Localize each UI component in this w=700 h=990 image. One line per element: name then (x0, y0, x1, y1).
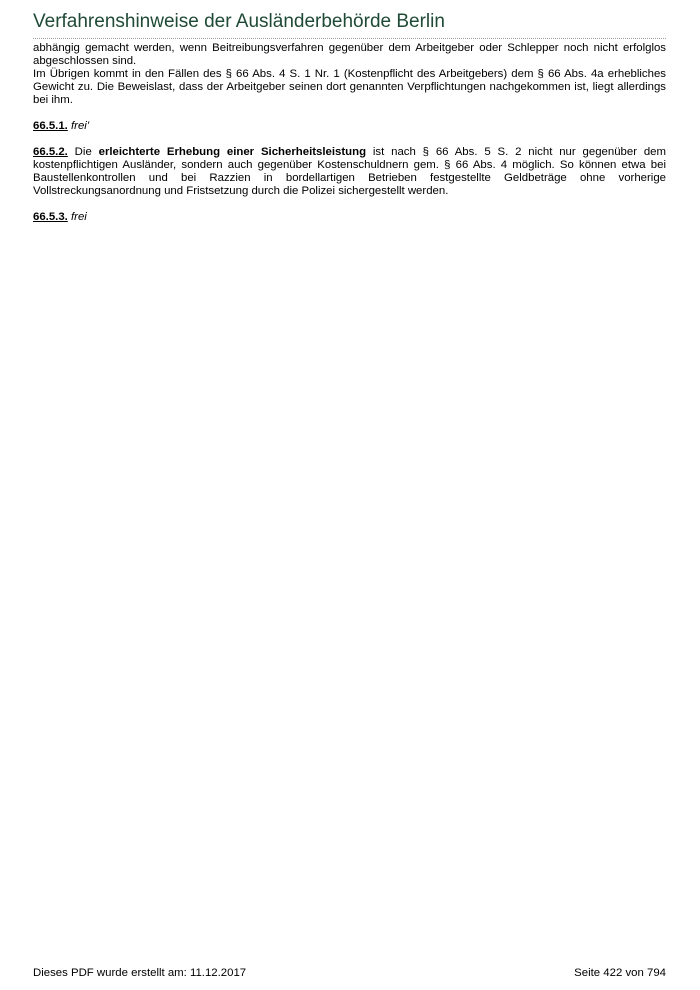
section-body-text: ist nach § 66 Abs. 5 S. 2 nicht nur gegenüber dem kostenpflichtigen Ausländer, sondern auch gegenüber Kostenschuldnern gem. § 66 Abs. 4 möglich. So können etwa bei Baustellenkontrollen und bei Razzien in bordellartigen Betrieben festgestellte Geldbeträge ohne vorherige Vollstreckungsanordnung und Fristsetzung durch die Polizei sichergestellt werden. (33, 146, 666, 197)
section-emphasis-text: erleichterte Erhebung einer Sicherheitsleistung (98, 146, 367, 158)
section-number: 66.5.3. (33, 211, 68, 223)
section-text: frei' (71, 120, 90, 132)
page-header (33, 10, 666, 39)
section-number: 66.5.2. (33, 146, 68, 158)
paragraph-burden-of-proof: Im Übrigen kommt in den Fällen des § 66 Abs. 4 S. 1 Nr. 1 (Kostenpflicht des Arbeitgebers) dem § 66 Abs. 4a erhebliches Gewicht zu. Die Beweislast, dass der Arbeitgeber seinen dort genannten Verpflichtungen nachgekommen ist, liegt allerdings bei ihm. (33, 68, 666, 106)
paragraph-continuation: abhängig gemacht werden, wenn Beitreibungsverfahren gegenüber dem Arbeitgeber oder Schlepper noch nicht erfolglos abgeschlossen sind. (33, 42, 666, 67)
section-text: frei (71, 211, 87, 223)
section-number: 66.5.1. (33, 120, 68, 132)
section-lead-text: Die (67, 146, 99, 158)
section-66-5-3 (33, 211, 666, 224)
creation-date: Dieses PDF wurde erstellt am: 11.12.2017 (33, 967, 247, 979)
document-title: Verfahrenshinweise der Ausländerbehörde Berlin (33, 11, 445, 32)
section-66-5-1 (33, 120, 666, 133)
page-number: Seite 422 von 794 (574, 967, 666, 979)
document-body (33, 42, 666, 224)
section-66-5-2 (33, 146, 666, 198)
